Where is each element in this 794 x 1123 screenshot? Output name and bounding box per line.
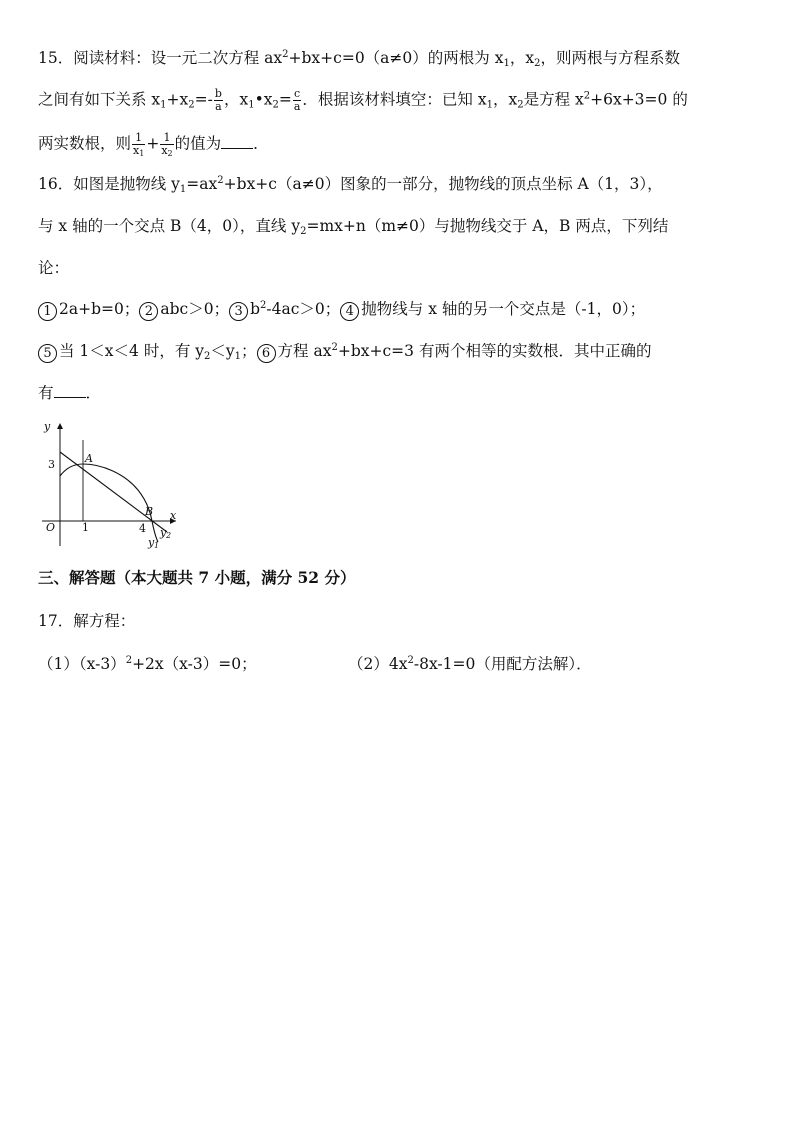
origin-label: O xyxy=(46,521,56,534)
q16-line2: 与 x 轴的一个交点 B（4，0），直线 $y_2=mx+n(m\ne 0)$与抛物线交于 A，B 两点，下列结 xyxy=(38,217,669,237)
fraction-c-over-a: $\frac{c}{a}$ xyxy=(293,87,301,113)
fraction-b-over-a: $\frac{b}{a}$ xyxy=(214,87,222,113)
parabola-graph xyxy=(36,418,181,550)
y-axis-label: y xyxy=(44,420,51,433)
tick-label-3: 3 xyxy=(48,458,55,471)
q15-line1: 15．阅读材料：设一元二次方程 $ax^2+bx+c=0(a\ne 0)$的两根为 $x_1$，$x_2$，则两根与方程系数 xyxy=(38,49,680,69)
q15-line3: 两实数根，则 $\frac{1}{x_1}$ + $\frac{1}{x_2}$ 的值为 ． xyxy=(38,131,269,158)
q17-title: 17．解方程： xyxy=(38,612,136,630)
q16-options-line2: 5 当 1＜x＜4 时，有 $y_2<y_1$； 6 方程 $ax^2+bx+c=3$ 有两个相等的实数根．其中正确的 xyxy=(38,340,651,363)
tick-label-4: 4 xyxy=(139,522,146,535)
q16-line6: 有 ． xyxy=(38,384,102,402)
y1-curve-subscript: 1 xyxy=(154,541,160,550)
option-6-marker: 6 xyxy=(257,344,276,363)
y1-curve-label: y xyxy=(148,536,155,549)
section-3-heading: 三、解答题（本大题共 7 小题，满分 52 分） xyxy=(38,568,356,587)
q17-part1: $(1)(x-3)^2+2x(x-3)=0$； xyxy=(38,655,257,673)
fraction-1-over-x2: $\frac{1}{x_2}$ xyxy=(161,131,173,158)
y2-curve-subscript: 2 xyxy=(166,531,172,540)
answer-blank xyxy=(54,383,86,398)
x-axis-label: x xyxy=(170,509,177,522)
option-2-marker: 2 xyxy=(139,302,158,321)
y2-curve-label: y xyxy=(160,526,167,539)
option-4-marker: 4 xyxy=(340,302,359,321)
q16-line3: 论： xyxy=(38,259,70,277)
q15-line2: 之间有如下关系 $x_1+x_2=-$ $\frac{b}{a}$ ，$x_1•x_2=$ $\frac{c}{a}$ ．根据该材料填空：已知 $x_1$，$x_2$是方程 $x^2+6x+3=0$ 的 xyxy=(38,87,688,113)
tick-label-1: 1 xyxy=(82,521,89,534)
fraction-1-over-x1: $\frac{1}{x_1}$ xyxy=(133,131,145,158)
option-3-marker: 3 xyxy=(229,302,248,321)
point-a-label: A xyxy=(85,452,93,465)
q16-options-line1: 1 2a+b=0； 2 abc＞0； 3 $b^2-4ac>0$； 4 抛物线与 x 轴的另一个交点是（-1，0）； xyxy=(38,298,645,321)
option-1-marker: 1 xyxy=(38,302,57,321)
q17-part2: $(2)4x^2-8x-1=0$（用配方法解）． xyxy=(348,655,592,673)
answer-blank xyxy=(221,134,253,149)
line-y2 xyxy=(60,452,167,532)
q16-line1: 16．如图是抛物线 $y_1=ax^2+bx+c(a\ne 0)$图象的一部分，抛物线的顶点坐标 A（1，3）， xyxy=(38,175,663,195)
option-5-marker: 5 xyxy=(38,344,57,363)
y-axis-arrow xyxy=(57,423,63,429)
point-b-label: B xyxy=(145,505,154,518)
